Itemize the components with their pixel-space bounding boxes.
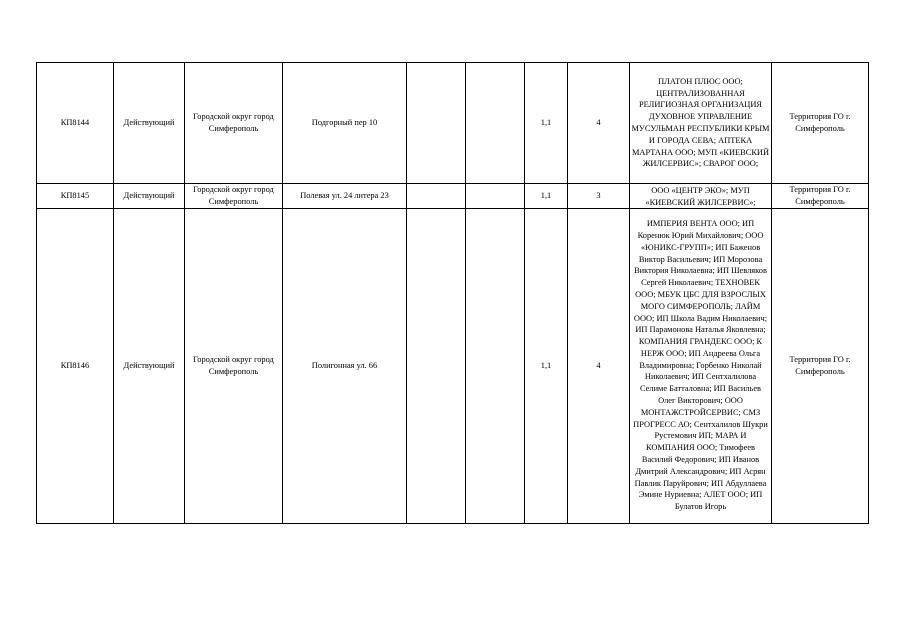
cell-count: 4: [568, 63, 630, 184]
cell-empty: [466, 184, 525, 209]
cell-area: 1,1: [525, 63, 568, 184]
cell-status: Действующий: [114, 63, 185, 184]
table-row: [37, 184, 869, 209]
cell-district: Городской округ город Симферополь: [185, 63, 283, 184]
cell-area: 1,1: [525, 184, 568, 209]
cell-address: Подгорный пер 10: [283, 63, 407, 184]
cell-territory: Территория ГО г. Симферополь: [772, 208, 869, 523]
cell-empty: [466, 63, 525, 184]
cell-count: 3: [568, 184, 630, 209]
organizations-text: ООО «ЦЕНТР ЭКО»; МУП «КИЕВСКИЙ ЖИЛСЕРВИС»;: [645, 185, 756, 207]
cell-code: КП8145: [37, 184, 114, 209]
organizations-text-wrap: [631, 209, 770, 523]
registry-table: [36, 62, 869, 524]
cell-organizations: [630, 63, 772, 184]
organizations-text: ПЛАТОН ПЛЮС ООО; ЦЕНТРАЛИЗОВАННАЯ РЕЛИГИОЗНАЯ ОРГАНИЗАЦИЯ ДУХОВНОЕ УПРАВЛЕНИЕ МУСУЛЬМАН РЕСПУБЛИКИ КРЫМ И ГОРОДА СЕВА; АПТЕКА МАРТАНА ООО; МУП «КИЕВСКИЙ ЖИЛСЕРВИС»; СВАРОГ ООО;: [631, 76, 770, 169]
organizations-text: ИМПЕРИЯ ВЕНТА ООО; ИП Коренюк Юрий Михайлович; ООО «ЮНИКС-ГРУПП»; ИП Баженов Виктор Васильевич; ИП Морозова Виктория Николаевна; ИП Шевляков Сергей Николаевич; ТЕХНОВЕК ООО; МБУК ЦБС ДЛЯ ВЗРОСЛЫХ МОГО СИМФЕРОПОЛЬ; ЛАЙМ ООО; ИП Школа Вадим Николаевич; ИП Парамонова Наталья Яковлевна; КОМПАНИЯ ГРАНДЕКС ООО; К НЕРЖ ООО; ИП Андреева Ольга Владимировна; Горбенко Николай Николаевич; ИП Сентхалилова Селиме Батталовна; ИП Васильев Олег Викторович; ООО МОНТАЖСТРОЙСЕРВИС; СМЗ ПРОГРЕСС АО; Сентхалилов Шукри Рустемович ИП; МАРА И КОМПАНИЯ ООО; Тимофеев Василий Федорович; ИП Иванов Дмитрий Александрович; ИП Асрян Павлик Паруйрович; ИП Абдуллаева Эмине Нуриевна; АЛЕТ ООО; ИП Булатов Игорь: [633, 219, 768, 512]
organizations-text-wrap: [631, 63, 770, 183]
table-row: [37, 63, 869, 184]
organizations-text-wrap: [631, 185, 770, 207]
cell-count: 4: [568, 208, 630, 523]
cell-empty: [407, 184, 466, 209]
cell-territory: Территория ГО г. Симферополь: [772, 184, 869, 209]
cell-area: 1,1: [525, 208, 568, 523]
cell-address: Полевая ул. 24 литера 23: [283, 184, 407, 209]
cell-code: КП8146: [37, 208, 114, 523]
cell-organizations: [630, 184, 772, 209]
cell-status: Действующий: [114, 184, 185, 209]
cell-district: Городской округ город Симферополь: [185, 208, 283, 523]
cell-empty: [466, 208, 525, 523]
cell-address: Полигонная ул. 66: [283, 208, 407, 523]
cell-status: Действующий: [114, 208, 185, 523]
cell-territory: Территория ГО г. Симферополь: [772, 63, 869, 184]
cell-code: КП8144: [37, 63, 114, 184]
cell-empty: [407, 63, 466, 184]
cell-empty: [407, 208, 466, 523]
cell-organizations: [630, 208, 772, 523]
table-row: [37, 208, 869, 523]
cell-district: Городской округ город Симферополь: [185, 184, 283, 209]
